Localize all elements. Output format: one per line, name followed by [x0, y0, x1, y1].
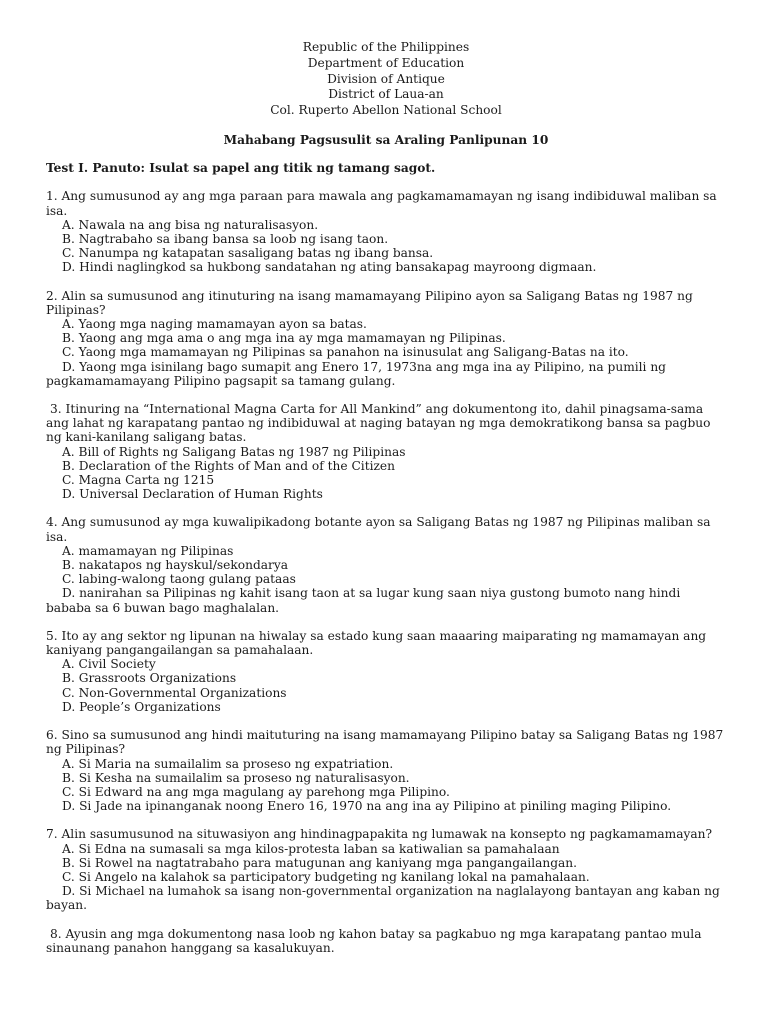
option-c: C. Si Edward na ang mga magulang ay parehong mga Pilipino. — [62, 784, 450, 799]
header-line-department: Department of Education — [307, 55, 465, 70]
option-a: A. Bill of Rights ng Saligang Batas ng 1987 ng Pilipinas — [62, 444, 406, 459]
school-header — [46, 40, 726, 119]
header-line-country: Republic of the Philippines — [302, 40, 470, 54]
option-b: B. Si Rowel na nagtatrabaho para matugunan ang kaniyang mga pangangailangan. — [62, 855, 578, 870]
option-b: B. Yaong ang mga ama o ang mga ina ay mga mamamayan ng Pilipinas. — [62, 331, 506, 346]
option-b: B. Declaration of the Rights of Man and of the Citizen — [62, 458, 395, 473]
header-line-district: District of Laua-an — [328, 87, 444, 102]
question-8 — [46, 927, 726, 955]
question-text: 7. Alin sasumusunod na situwasiyon ang hindinagpapakita ng lumawak na konsepto ng pagkamamamayan? — [46, 827, 713, 842]
question-4 — [46, 515, 726, 614]
option-d: D. People’s Organizations — [62, 699, 221, 714]
question-text: 4. Ang sumusunod ay mga kuwalipikadong botante ayon sa Saligang Batas ng 1987 ng Pilipinas maliban sa isa. — [46, 515, 711, 544]
option-b: B. Nagtrabaho sa ibang bansa sa loob ng isang taon. — [62, 232, 389, 246]
option-a: A. mamamayan ng Pilipinas — [62, 543, 234, 558]
test-instructions: Test I. Panuto: Isulat sa papel ang titik ng tamang sagot. — [46, 161, 436, 176]
option-c: C. Yaong mga mamamayan ng Pilipinas sa panahon na isinusulat ang Saligang-Batas na ito. — [62, 345, 629, 360]
option-c: C. Si Angelo na kalahok sa participatory budgeting ng kanilang lokal na pamahalaan. — [62, 869, 590, 884]
option-b: B. Grassroots Organizations — [62, 671, 237, 686]
option-a: A. Si Edna na sumasali sa mga kilos-protesta laban sa katiwalian sa pamahalaan — [62, 841, 560, 856]
question-text: 5. Ito ay ang sektor ng lipunan na hiwalay sa estado kung saan maaaring maiparating ng mamamayan ang kaniyang pangangailangan sa pamahalaan. — [46, 628, 707, 658]
question-6 — [46, 728, 726, 813]
header-line-division: Division of Antique — [327, 71, 445, 86]
option-c: C. Magna Carta ng 1215 — [62, 473, 215, 488]
option-d: D. nanirahan sa Pilipinas ng kahit isang taon at sa lugar kung saan niya gustong bumoto nang hindi bababa sa 6 buwan bago maghalalan. — [46, 586, 681, 615]
option-a: A. Nawala na ang bisa ng naturalisasyon. — [62, 217, 319, 232]
option-d: D. Universal Declaration of Human Rights — [62, 487, 323, 502]
header-line-school: Col. Ruperto Abellon National School — [270, 103, 502, 118]
question-2 — [46, 289, 726, 388]
exam-title: Mahabang Pagsusulit sa Araling Panlipunan 10 — [223, 132, 549, 147]
option-d: D. Si Jade na ipinanganak noong Enero 16, 1970 na ang ina ay Pilipino at piniling maging Pilipino. — [62, 799, 672, 814]
option-d: D. Hindi naglingkod sa hukbong sandatahan ng ating bansakapag mayroong digmaan. — [62, 260, 597, 275]
exam-page — [46, 40, 726, 955]
question-text: 3. Itinuring na “International Magna Carta for All Mankind” ang dokumentong ito, dahil pinagsama-sama ang lahat ng karapatang pantao ng indibiduwal at naging batayan ng mga demokratikong bansa sa pagbuo ng kani-kanilang saligang batas. — [46, 402, 711, 445]
option-c: C. Nanumpa ng katapatan sasaligang batas ng ibang bansa. — [62, 246, 434, 261]
question-text: 6. Sino sa sumusunod ang hindi maituturing na isang mamamayang Pilipino batay sa Saligang Batas ng 1987 ng Pilipinas? — [46, 728, 724, 757]
question-text: 2. Alin sa sumusunod ang itinuturing na isang mamamayang Pilipino ayon sa Saligang Batas ng 1987 ng Pilipinas? — [46, 288, 693, 317]
option-b: B. nakatapos ng hayskul/sekondarya — [62, 558, 289, 573]
question-text: 8. Ayusin ang mga dokumentong nasa loob ng kahon batay sa pagkabuo ng mga karapatang pantao mula sinaunang panahon hanggang sa kasalukuyan. — [46, 926, 702, 955]
question-7 — [46, 827, 726, 912]
option-d: D. Si Michael na lumahok sa isang non-governmental organization na naglalayong bantayan ang kaban ng bayan. — [46, 884, 720, 913]
option-a: A. Yaong mga naging mamamayan ayon sa batas. — [62, 317, 367, 332]
question-text: 1. Ang sumusunod ay ang mga paraan para mawala ang pagkamamamayan ng isang indibiduwal maliban sa isa. — [46, 189, 717, 218]
option-b: B. Si Kesha na sumailalim sa proseso ng naturalisasyon. — [62, 770, 410, 785]
option-c: C. Non-Governmental Organizations — [62, 685, 287, 700]
question-5 — [46, 629, 726, 714]
option-d: D. Yaong mga isinilang bago sumapit ang Enero 17, 1973na ang mga ina ay Pilipino, na pumili ng pagkamamamayang Pilipino pagsapit sa tamang gulang. — [46, 359, 666, 388]
option-c: C. labing-walong taong gulang pataas — [62, 572, 296, 587]
option-a: A. Civil Society — [62, 657, 156, 672]
option-a: A. Si Maria na sumailalim sa proseso ng expatriation. — [62, 756, 394, 771]
question-1 — [46, 189, 726, 274]
question-3 — [46, 402, 726, 501]
